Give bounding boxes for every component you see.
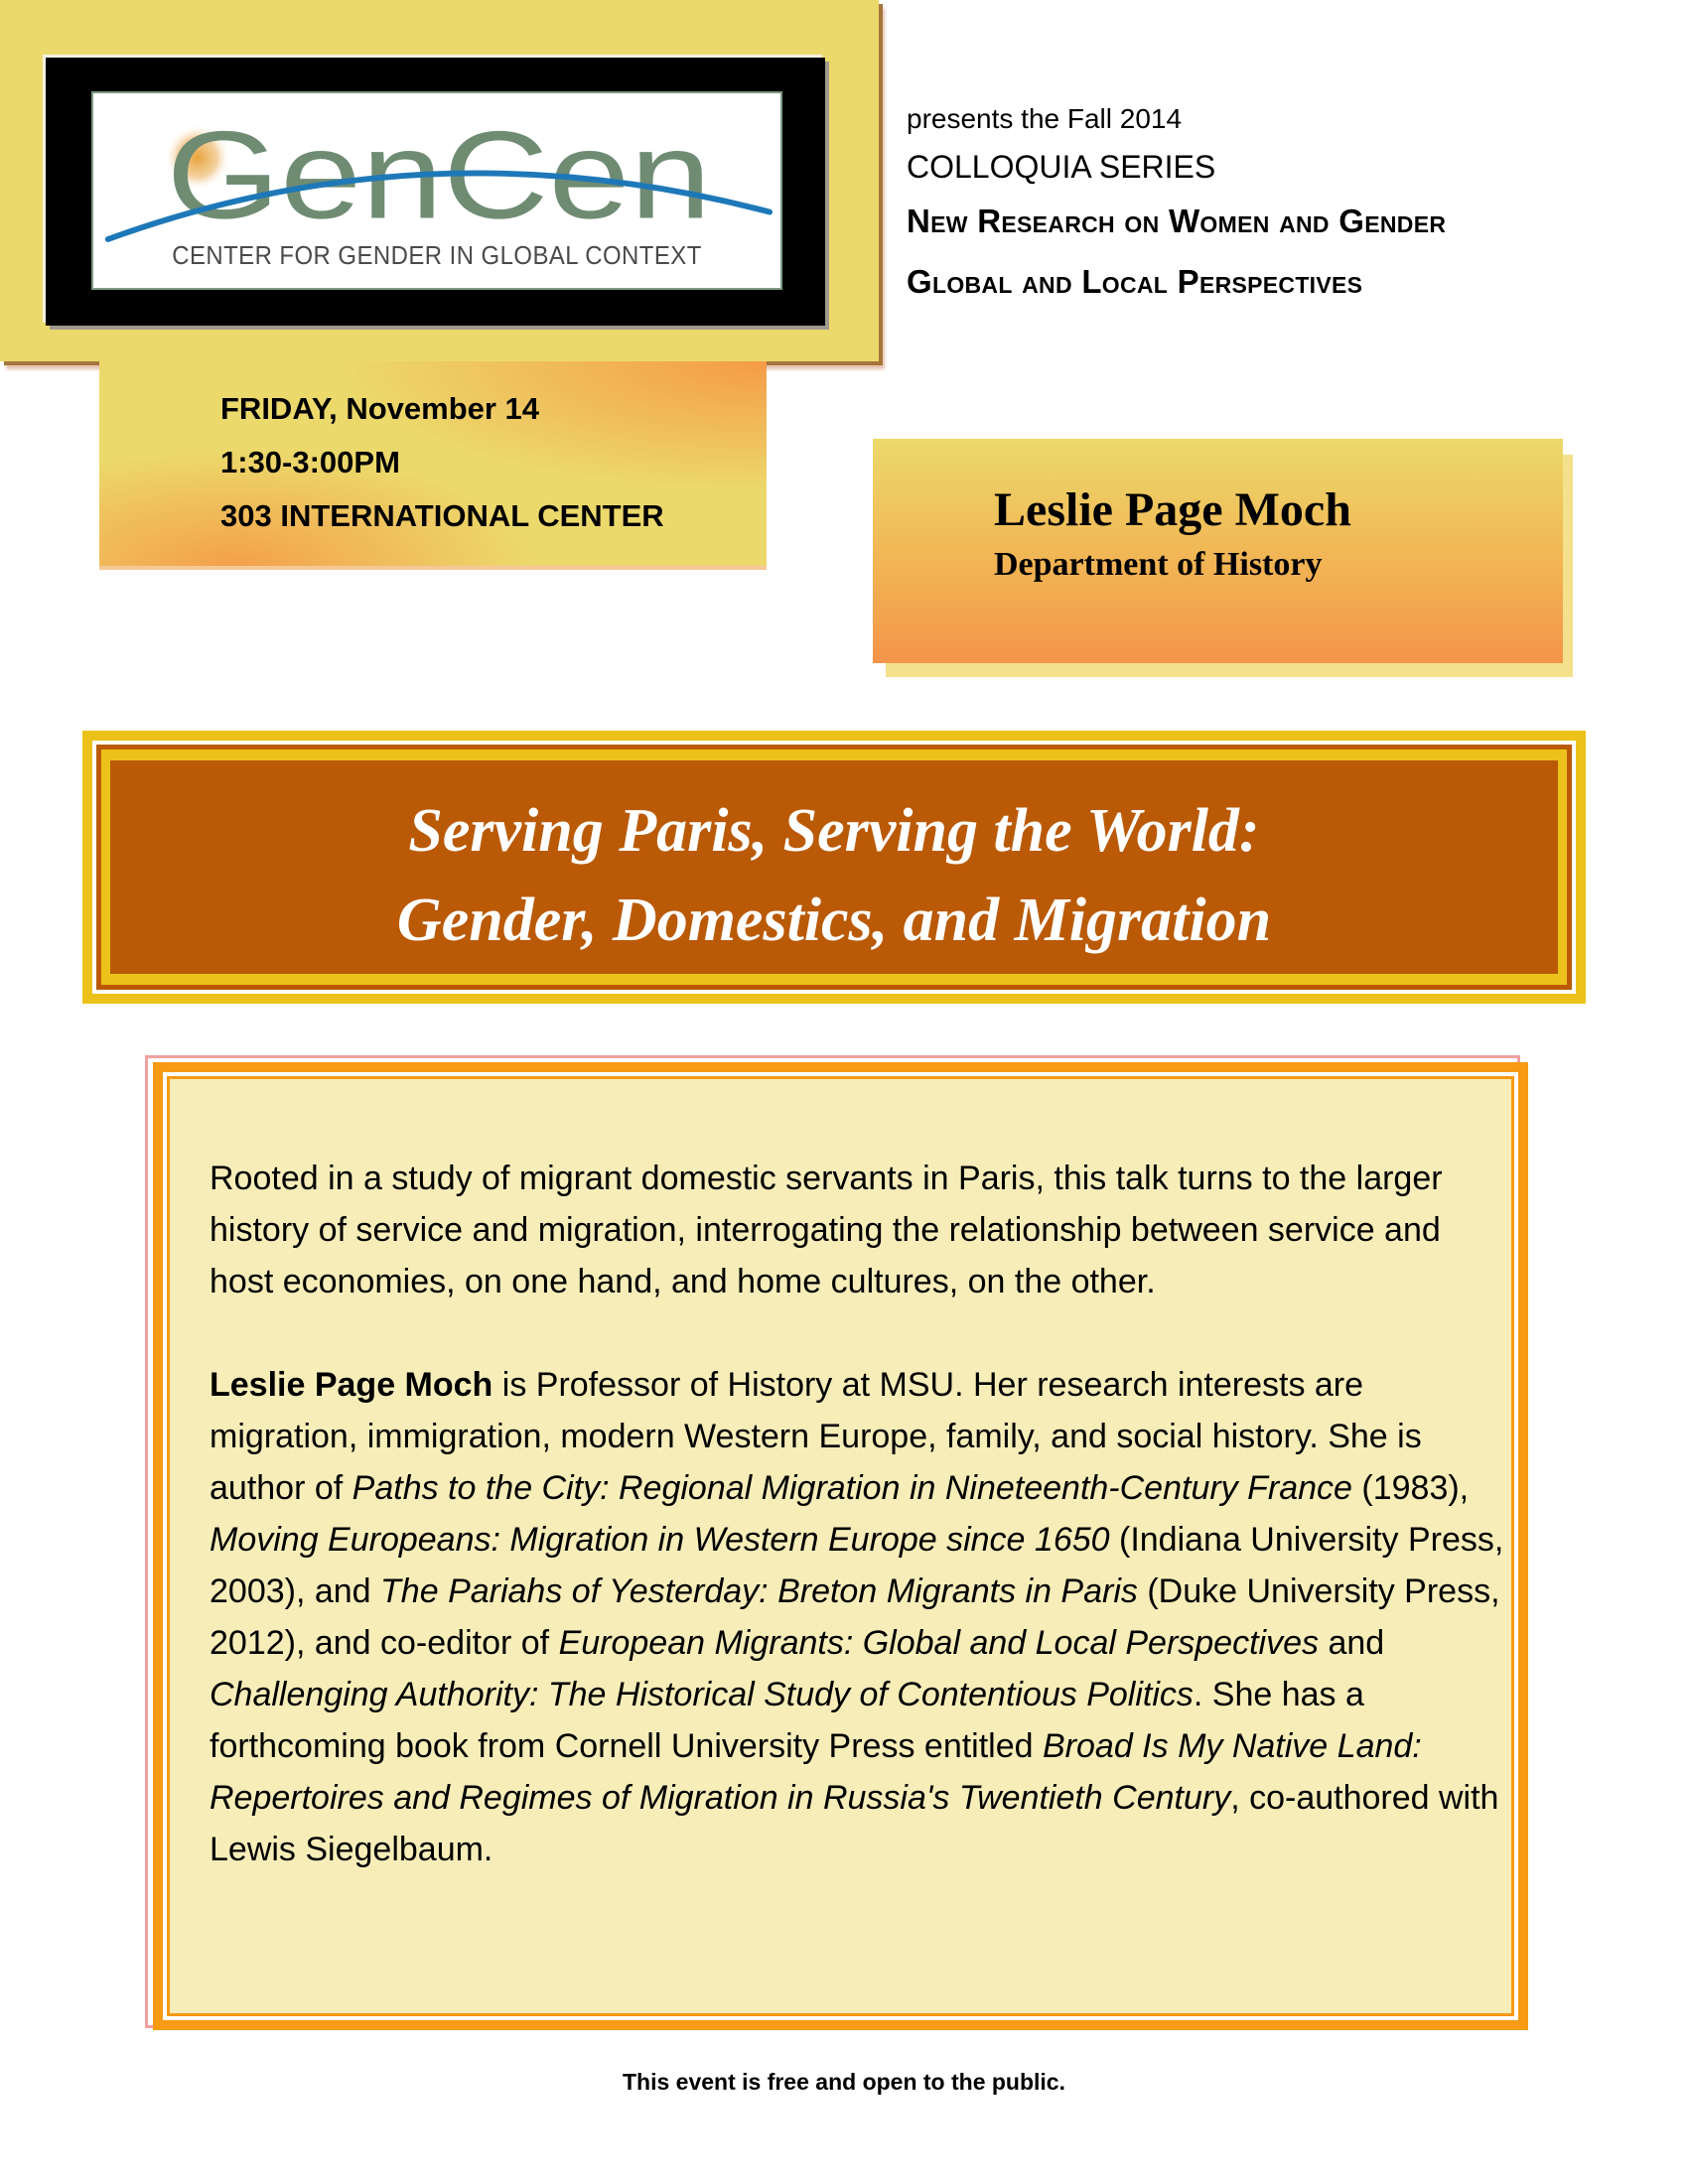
logo-wordmark: GenCen	[166, 104, 712, 245]
bio-text: is Professor of History at MSU. Her research interests are migration, immigration, modern Western Europe, family, and social history. She is author of	[210, 1366, 1422, 1507]
book-title: The Pariahs of Yesterday: Breton Migrants in Paris	[380, 1572, 1138, 1610]
book-title: Paths to the City: Regional Migration in Nineteenth-Century France	[352, 1469, 1352, 1507]
talk-title-line2: Gender, Domestics, and Migration	[396, 887, 1272, 954]
talk-title-banner	[82, 731, 1586, 1004]
abstract-paragraph: Rooted in a study of migrant domestic servants in Paris, this talk turns to the larger history of service and migration, interrogating the relationship between service and host economies, on one hand, and home cultures, on the other.	[210, 1160, 1443, 1300]
logo-subtitle: CENTER FOR GENDER IN GLOBAL CONTEXT	[172, 240, 702, 270]
event-date: FRIDAY, November 14	[220, 391, 540, 426]
logo-frame	[46, 58, 825, 326]
presents-text: presents the Fall 2014	[907, 103, 1183, 134]
series-theme-line2: Global and Local Perspectives	[907, 263, 1363, 300]
bio-text: , co-authored with Lewis Siegelbaum.	[210, 1779, 1499, 1868]
bio-paragraph	[210, 1359, 1510, 1875]
book-title: European Migrants: Global and Local Perspectives	[558, 1624, 1319, 1662]
talk-title-line1: Serving Paris, Serving the World:	[408, 797, 1260, 865]
speaker-department: Department of History	[994, 546, 1323, 583]
event-time: 1:30-3:00PM	[220, 445, 400, 479]
gencen-logo	[91, 91, 782, 290]
book-title: Moving Europeans: Migration in Western Europe since 1650	[210, 1521, 1110, 1559]
bio-text: (1983),	[1351, 1469, 1470, 1507]
bio-text: (Duke University Press, 2012), and co-editor of	[210, 1572, 1500, 1662]
bio-text: (Indiana University Press, 2003), and	[210, 1521, 1504, 1610]
footer-note: This event is free and open to the public.	[622, 2069, 1065, 2095]
bio-name: Leslie Page Moch	[210, 1366, 493, 1404]
event-details-box	[99, 361, 767, 566]
series-name: COLLOQUIA SERIES	[907, 149, 1216, 185]
book-title: Challenging Authority: The Historical Study of Contentious Politics	[210, 1676, 1194, 1713]
bio-text: . She has a forthcoming book from Cornell University Press entitled	[210, 1676, 1364, 1765]
banner-panel	[110, 760, 1558, 974]
bio-text: and	[1319, 1624, 1385, 1662]
series-theme-line1: New Research on Women and Gender	[907, 203, 1447, 239]
book-title: Broad Is My Native Land: Repertoires and Regimes of Migration in Russia's Twentieth Century	[210, 1727, 1422, 1817]
speaker-box	[873, 439, 1563, 663]
logo-panel	[0, 0, 879, 361]
speaker-name: Leslie Page Moch	[994, 483, 1351, 536]
description-box	[153, 1062, 1528, 2030]
description-panel	[167, 1076, 1514, 2016]
description-text	[210, 1153, 1510, 1875]
event-location: 303 INTERNATIONAL CENTER	[220, 498, 664, 533]
